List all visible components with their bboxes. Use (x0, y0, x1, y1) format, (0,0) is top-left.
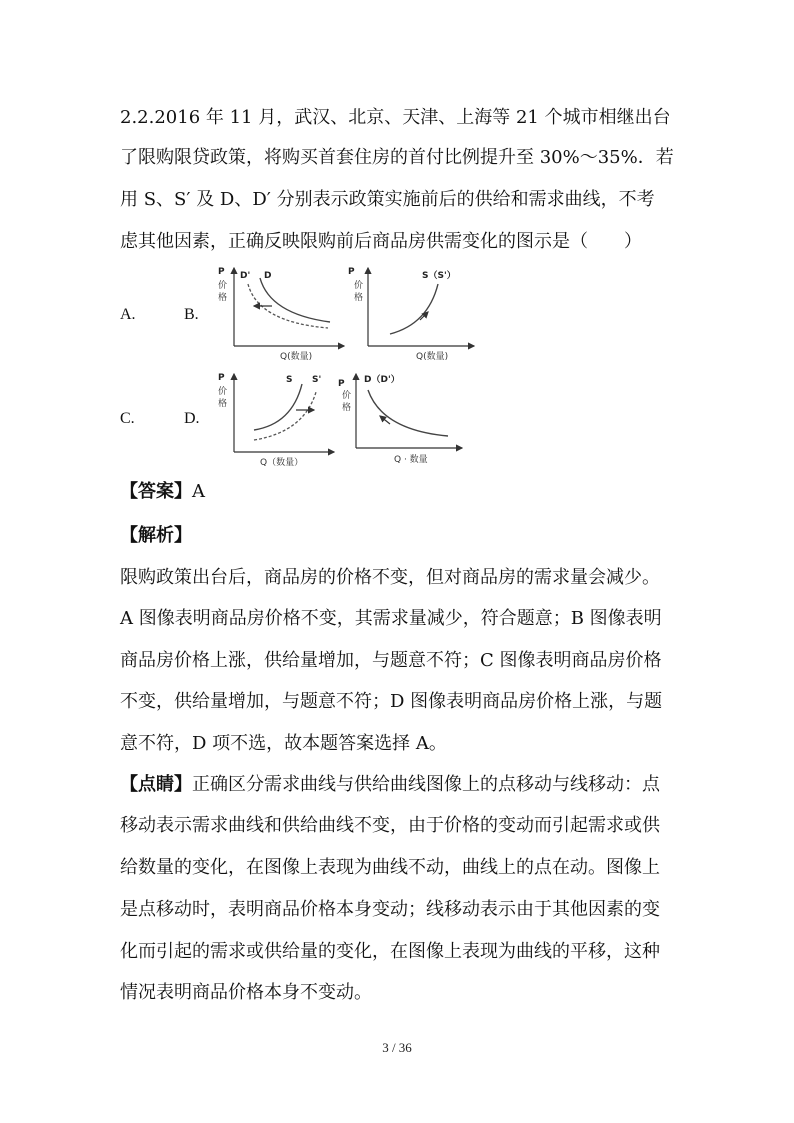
analysis-line-3: 商品房价格上涨，供给量增加，与题意不符；C 图像表明商品房价格 (120, 650, 662, 671)
q-label: Q(数量) (280, 352, 313, 362)
graph-d (334, 368, 474, 468)
price-label-2: 格 (342, 403, 352, 413)
option-c-label: C. (120, 410, 135, 427)
q-label: Q（数量） (260, 458, 304, 468)
tip-line-6: 情况表明商品价格本身不变动。 (120, 982, 372, 1003)
supply-curve (390, 284, 438, 334)
analysis-label: 【解析】 (120, 525, 192, 546)
analysis-line-2: A 图像表明商品房价格不变，其需求量减少，符合题意；B 图像表明 (120, 608, 662, 629)
price-label-1: 价 (218, 281, 228, 291)
tip-line-2: 移动表示需求曲线和供给曲线不变，由于价格的变动而引起需求或供 (120, 815, 660, 836)
curve-label-s: S (286, 375, 293, 385)
price-label-1: 价 (218, 387, 228, 397)
answer-line (120, 477, 205, 507)
tip-line-1 (120, 770, 660, 800)
tip-line-5: 化而引起的需求或供给量的变化，在图像上表现为曲线的平移，这种 (120, 941, 660, 962)
price-label-2: 格 (218, 399, 228, 409)
price-label-2: 格 (218, 293, 228, 303)
price-label-2: 格 (354, 293, 364, 303)
graph-a (210, 262, 350, 362)
curve-label-s-prime: S' (312, 375, 322, 385)
tip-line-4: 是点移动时，表明商品价格本身变动；线移动表示由于其他因素的变 (120, 899, 660, 920)
answer-value: A (192, 481, 205, 502)
q-label: Q(数量) (416, 352, 449, 362)
answer-label: 【答案】 (120, 481, 192, 502)
curve-label-s: S（S'） (422, 271, 456, 281)
tip-label: 【点睛】 (120, 774, 192, 795)
option-d-label: D. (184, 410, 200, 427)
option-b-label: B. (184, 306, 199, 323)
analysis-line-4: 不变，供给量增加，与题意不符；D 图像表明商品房价格上涨，与题 (120, 691, 663, 712)
question-line-1: 2.2.2016 年 11 月，武汉、北京、天津、上海等 21 个城市相继出台 (120, 107, 671, 128)
curve-label-d: D (264, 271, 272, 281)
analysis-line-5: 意不符，D 项不选，故本题答案选择 A。 (120, 733, 447, 754)
p-label: P (218, 267, 225, 277)
question-line-4: 虑其他因素，正确反映限购前后商品房供需变化的图示是（ ） (120, 231, 642, 252)
curve-label-d-prime: D' (240, 271, 251, 281)
price-label-1: 价 (354, 281, 364, 291)
q-label: Q · 数量 (394, 455, 428, 465)
p-label: P (348, 267, 355, 277)
demand-curve-d (260, 278, 330, 322)
p-label: P (218, 373, 225, 383)
tip-text-1: 正确区分需求曲线与供给曲线图像上的点移动与线移动：点 (192, 774, 660, 795)
graph-b (340, 262, 480, 362)
page-number: 3 / 36 (382, 1040, 412, 1055)
question-line-2: 了限购限贷政策，将购买首套住房的首付比例提升至 30%～35%．若 (120, 147, 674, 168)
option-a-label: A. (120, 306, 136, 323)
tip-line-3: 给数量的变化，在图像上表现为曲线不动，曲线上的点在动。图像上 (120, 857, 660, 878)
analysis-line-1: 限购政策出台后，商品房的价格不变，但对商品房的需求量会减少。 (120, 567, 660, 588)
price-label-1: 价 (342, 391, 352, 401)
question-line-3: 用 S、S′ 及 D、D′ 分别表示政策实施前后的供给和需求曲线，不考 (120, 189, 655, 210)
supply-curve-s (254, 384, 302, 430)
curve-label-d: D（D'） (364, 375, 400, 385)
graph-c (210, 368, 350, 468)
demand-curve (368, 390, 448, 436)
p-label: P (338, 379, 345, 389)
